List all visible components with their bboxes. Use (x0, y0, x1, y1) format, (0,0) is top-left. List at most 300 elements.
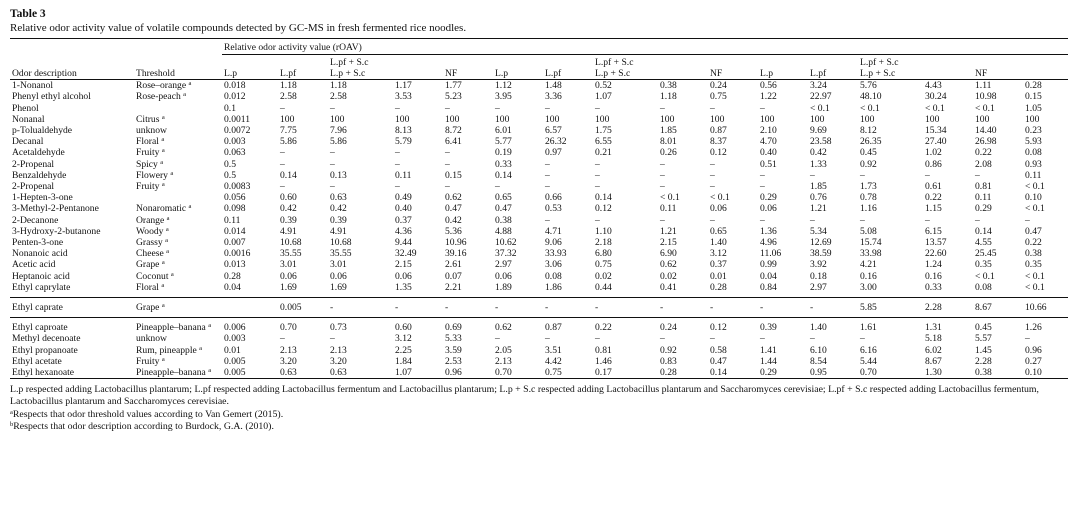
threshold-text: Rose-peach (136, 91, 181, 103)
value-cell: – (710, 214, 715, 226)
threshold-cell (134, 91, 222, 102)
value-cell: 2.05 (495, 344, 512, 356)
threshold-cell (134, 125, 222, 136)
value-cell: 0.24 (710, 80, 727, 92)
odor-name-cell: Acetaldehyde (12, 147, 65, 159)
value-cell: 3.06 (545, 259, 562, 271)
value-cell: 5.18 (925, 333, 942, 345)
value-cell: 0.08 (975, 281, 992, 293)
value-cell: 4.91 (280, 225, 297, 237)
col-lpf-sc-lp-sc (328, 55, 393, 80)
col-lpf-sc-label: L.pf + S.c (595, 57, 634, 69)
value-cell: 1.61 (860, 322, 877, 334)
value-cell: 5.34 (810, 225, 827, 237)
value-cell: < 0.1 (710, 192, 730, 204)
value-cell: 1.12 (495, 80, 512, 92)
value-cell: 0.013 (224, 259, 246, 271)
value-cell: 0.27 (1025, 355, 1042, 367)
value-cell: 39.16 (445, 248, 467, 260)
value-cell: 5.79 (395, 136, 412, 148)
value-cell: – (545, 214, 550, 226)
footnote-marker: a (170, 270, 174, 278)
value-cell: 35.55 (280, 248, 302, 260)
value-cell: 0.96 (1025, 344, 1042, 356)
value-cell: 1.84 (395, 355, 412, 367)
col-lpf-sc-label: L.pf + S.c (860, 57, 899, 69)
value-cell: 0.84 (760, 281, 777, 293)
threshold-cell (134, 318, 222, 334)
value-cell: 0.66 (545, 192, 562, 204)
value-cell: – (545, 169, 550, 181)
value-cell: 0.10 (1025, 192, 1042, 204)
value-cell: 0.06 (760, 203, 777, 215)
table-row (10, 80, 1068, 92)
value-cell: 0.42 (810, 147, 827, 159)
value-cell: 0.014 (224, 225, 246, 237)
threshold-text: Citrus (136, 113, 160, 125)
value-cell: 0.75 (710, 91, 727, 103)
value-cell: 26.35 (860, 136, 882, 148)
value-cell: 100 (760, 113, 775, 125)
value-cell: 100 (660, 113, 675, 125)
threshold-text: Nonaromatic (136, 203, 187, 215)
value-cell: 0.24 (660, 322, 677, 334)
column-header-row (10, 55, 1068, 80)
value-cell: 3.36 (545, 91, 562, 103)
value-cell: – (660, 214, 665, 226)
value-cell: < 0.1 (810, 102, 830, 114)
value-cell: – (660, 158, 665, 170)
value-cell: < 0.1 (1025, 270, 1045, 282)
value-cell: 2.28 (925, 302, 942, 314)
value-cell: 0.22 (1025, 237, 1042, 249)
odor-name-cell: Nonanoic acid (12, 248, 68, 260)
value-cell: - (545, 302, 549, 314)
footnote-b-mark: b (10, 420, 14, 428)
value-cell: 0.75 (595, 259, 612, 271)
threshold-cell (134, 248, 222, 259)
table-row (10, 159, 1068, 170)
value-cell: 10.96 (445, 237, 467, 249)
value-cell: – (330, 102, 335, 114)
value-cell: 1.22 (760, 91, 777, 103)
value-cell: 0.39 (280, 214, 297, 226)
value-cell: 0.44 (595, 281, 612, 293)
rel-odor-table (10, 38, 1068, 379)
value-cell: 0.42 (330, 203, 347, 215)
value-cell: 0.62 (660, 259, 677, 271)
value-cell: – (280, 333, 285, 345)
threshold-text: Coconut (136, 270, 169, 282)
value-cell: 0.5 (224, 158, 236, 170)
value-cell: 26.32 (545, 136, 567, 148)
value-cell: 3.12 (395, 333, 412, 345)
value-cell: 12.69 (810, 237, 832, 249)
value-cell: 0.28 (1025, 80, 1042, 92)
value-cell: – (710, 169, 715, 181)
value-cell: 0.16 (925, 270, 942, 282)
value-cell: 0.12 (710, 322, 727, 334)
threshold-cell (134, 114, 222, 125)
threshold-cell (134, 181, 222, 192)
value-cell: – (395, 158, 400, 170)
table-row (10, 192, 1068, 203)
value-cell: 38.59 (810, 248, 832, 260)
threshold-cell (134, 215, 222, 226)
value-cell: 6.16 (860, 344, 877, 356)
value-cell: 0.87 (710, 125, 727, 137)
value-cell: 0.21 (595, 147, 612, 159)
value-cell: 0.47 (445, 203, 462, 215)
value-cell: 0.39 (330, 214, 347, 226)
value-cell: 8.67 (925, 355, 942, 367)
value-cell: – (445, 158, 450, 170)
threshold-text: Pineapple–banana (136, 322, 206, 334)
col-lpf: L.pf (280, 68, 297, 79)
value-cell: 1.41 (760, 344, 777, 356)
value-cell: – (925, 169, 930, 181)
value-cell: 2.58 (280, 91, 297, 103)
value-cell: 8.13 (395, 125, 412, 137)
threshold-text: Pineapple–banana (136, 367, 206, 379)
value-cell: 0.70 (280, 322, 297, 334)
value-cell: 2.28 (975, 355, 992, 367)
table-row (10, 248, 1068, 259)
value-cell: 8.37 (710, 136, 727, 148)
value-cell: 0.35 (975, 259, 992, 271)
value-cell: 0.005 (280, 302, 302, 314)
odor-name-cell: Benzaldehyde (12, 169, 67, 181)
value-cell: 100 (595, 113, 610, 125)
odor-name-cell: Penten-3-one (12, 237, 64, 249)
value-cell: 1.85 (660, 125, 677, 137)
col-lp-sc-label: L.p + S.c (330, 68, 366, 80)
threshold-cell (134, 298, 222, 318)
value-cell: 3.01 (280, 259, 297, 271)
threshold-cell (134, 192, 222, 203)
value-cell: 30.24 (925, 91, 947, 103)
value-cell: 0.28 (660, 367, 677, 379)
threshold-text: Woody (136, 225, 164, 237)
value-cell: – (445, 181, 450, 193)
value-cell: 0.63 (330, 192, 347, 204)
value-cell: 100 (545, 113, 560, 125)
value-cell: 5.85 (860, 302, 877, 314)
value-cell: 33.93 (545, 248, 567, 260)
value-cell: - (330, 302, 334, 314)
value-cell (222, 298, 278, 318)
value-cell: 2.08 (975, 158, 992, 170)
value-cell: 0.73 (330, 322, 347, 334)
value-cell: 2.15 (395, 259, 412, 271)
value-cell: 0.01 (224, 344, 241, 356)
threshold-cell (134, 237, 222, 248)
odor-name-cell: Nonanal (12, 113, 45, 125)
value-cell: 0.40 (395, 203, 412, 215)
threshold-text: Orange (136, 214, 165, 226)
table-row (10, 298, 1068, 318)
footnote-marker: a (161, 147, 165, 155)
threshold-cell (134, 226, 222, 237)
value-cell: 2.13 (280, 344, 297, 356)
value-cell: 4.88 (495, 225, 512, 237)
value-cell: – (760, 181, 765, 193)
threshold-text: Rum, pineapple (136, 344, 197, 356)
value-cell: 0.22 (595, 322, 612, 334)
value-cell: 0.37 (710, 259, 727, 271)
value-cell: 0.0011 (224, 113, 251, 125)
value-cell: 0.58 (710, 344, 727, 356)
value-cell: 100 (330, 113, 345, 125)
footnote-marker: a (166, 248, 170, 256)
value-cell: 0.92 (860, 158, 877, 170)
value-cell: 0.47 (710, 355, 727, 367)
odor-name-cell: Ethyl hexanoate (12, 367, 75, 379)
value-cell: 0.08 (545, 270, 562, 282)
group-header: Relative odor activity value (rOAV) (222, 39, 1068, 55)
footnote-marker: a (161, 302, 165, 310)
odor-name-cell: Phenol (12, 102, 39, 114)
value-cell: 10.66 (1025, 302, 1047, 314)
value-cell: 0.41 (660, 281, 677, 293)
footnote-b (10, 421, 1068, 433)
value-cell: 27.40 (925, 136, 947, 148)
value-cell: 2.10 (760, 125, 777, 137)
value-cell: 0.96 (445, 367, 462, 379)
value-cell: 4.96 (760, 237, 777, 249)
value-cell: – (280, 158, 285, 170)
table-row (10, 91, 1068, 102)
value-cell: 3.24 (810, 80, 827, 92)
value-cell: – (280, 181, 285, 193)
value-cell: 6.02 (925, 344, 942, 356)
value-cell: 0.098 (224, 203, 246, 215)
value-cell: – (1025, 214, 1030, 226)
value-cell: – (660, 169, 665, 181)
value-cell: 0.012 (224, 91, 246, 103)
value-cell: 0.47 (495, 203, 512, 215)
odor-name-cell: Acetic acid (12, 259, 56, 271)
value-cell: 25.45 (975, 248, 997, 260)
value-cell: 0.97 (545, 147, 562, 159)
odor-name-cell: 1-Hepten-3-one (12, 192, 73, 204)
value-cell: 0.063 (224, 147, 246, 159)
value-cell: 0.14 (495, 169, 512, 181)
value-cell: 0.49 (395, 192, 412, 204)
value-cell: 15.74 (860, 237, 882, 249)
value-cell: 1.18 (660, 91, 677, 103)
value-cell: 0.33 (925, 281, 942, 293)
value-cell: 100 (975, 113, 990, 125)
col-lpf: L.pf (810, 68, 827, 79)
value-cell: 100 (1025, 113, 1040, 125)
value-cell: – (975, 169, 980, 181)
value-cell: 1.24 (925, 259, 942, 271)
threshold-text: Rose–orange (136, 80, 187, 92)
col-lpf-sc-label: L.pf + S.c (330, 57, 369, 69)
value-cell: – (595, 158, 600, 170)
value-cell: < 0.1 (1025, 203, 1045, 215)
footnote-a (10, 409, 1068, 421)
col-blank (923, 55, 973, 80)
value-cell: – (710, 181, 715, 193)
value-cell: 0.51 (760, 158, 777, 170)
value-cell: 0.45 (975, 322, 992, 334)
value-cell: 0.003 (224, 136, 246, 148)
value-cell: < 0.1 (860, 102, 880, 114)
value-cell: 2.13 (330, 344, 347, 356)
value-cell: 5.76 (860, 80, 877, 92)
value-cell: 8.67 (975, 302, 992, 314)
value-cell: - (595, 302, 599, 314)
table-row (10, 271, 1068, 282)
value-cell: – (760, 333, 765, 345)
value-cell: 0.18 (810, 270, 827, 282)
footnote-b-text: Respects that odor description according to Burdock, G.A. (2010). (13, 420, 274, 432)
value-cell: – (760, 102, 765, 114)
threshold-cell (134, 136, 222, 147)
value-cell: 0.06 (330, 270, 347, 282)
value-cell: 100 (495, 113, 510, 125)
value-cell: - (810, 302, 814, 314)
value-cell: 0.38 (660, 80, 677, 92)
value-cell: 0.61 (925, 181, 942, 193)
value-cell: 1.05 (1025, 102, 1042, 114)
table-row (10, 147, 1068, 158)
value-cell: 6.15 (925, 225, 942, 237)
footnote-marker: a (161, 113, 165, 121)
footnote-marker: a (161, 136, 165, 144)
value-cell: 1.48 (545, 80, 562, 92)
value-cell: 3.20 (280, 355, 297, 367)
value-cell: 2.58 (330, 91, 347, 103)
value-cell: 0.14 (280, 169, 297, 181)
value-cell: 0.018 (224, 80, 246, 92)
value-cell: 3.01 (330, 259, 347, 271)
value-cell: < 0.1 (660, 192, 680, 204)
col-odor-description: Odor description (12, 68, 77, 79)
table-row (10, 333, 1068, 344)
value-cell: 32.49 (395, 248, 417, 260)
value-cell: – (710, 333, 715, 345)
value-cell: 2.61 (445, 259, 462, 271)
value-cell: – (545, 333, 550, 345)
value-cell: 1.46 (595, 355, 612, 367)
value-cell: 4.43 (925, 80, 942, 92)
value-cell: – (710, 102, 715, 114)
value-cell: 0.11 (224, 214, 241, 226)
value-cell: < 0.1 (925, 102, 945, 114)
footnote-marker: a (199, 344, 203, 352)
value-cell: 1.21 (660, 225, 677, 237)
value-cell: 0.11 (395, 169, 412, 181)
table-row (10, 103, 1068, 114)
value-cell: – (660, 102, 665, 114)
value-cell: 6.55 (595, 136, 612, 148)
value-cell: 4.42 (545, 355, 562, 367)
value-cell: 1.40 (710, 237, 727, 249)
value-cell: 1.89 (495, 281, 512, 293)
value-cell: 9.06 (545, 237, 562, 249)
value-cell: 0.0072 (224, 125, 251, 137)
value-cell: 2.13 (495, 355, 512, 367)
value-cell: 4.55 (975, 237, 992, 249)
value-cell: 10.68 (280, 237, 302, 249)
value-cell: 0.15 (1025, 91, 1042, 103)
value-cell: - (660, 302, 664, 314)
table-row (10, 237, 1068, 248)
value-cell: 0.75 (545, 367, 562, 379)
value-cell: 1.73 (860, 181, 877, 193)
odor-name-cell: 2-Decanone (12, 214, 59, 226)
value-cell: 0.69 (445, 322, 462, 334)
odor-name-cell: 2-Propenal (12, 158, 55, 170)
value-cell: – (925, 214, 930, 226)
value-cell: 1.17 (395, 80, 412, 92)
footnote-marker: a (161, 355, 165, 363)
value-cell: < 0.1 (975, 270, 995, 282)
value-cell: – (545, 181, 550, 193)
value-cell: 100 (810, 113, 825, 125)
col-lpf-sc-lp-sc (593, 55, 658, 80)
table-row (10, 136, 1068, 147)
value-cell: 0.62 (495, 322, 512, 334)
value-cell: – (810, 169, 815, 181)
value-cell: 100 (925, 113, 940, 125)
odor-name-cell: Ethyl caproate (12, 322, 68, 334)
value-cell: 6.01 (495, 125, 512, 137)
value-cell: – (495, 181, 500, 193)
threshold-cell (134, 103, 222, 114)
value-cell: 0.63 (280, 367, 297, 379)
footnote-marker: a (165, 225, 169, 233)
value-cell: – (860, 214, 865, 226)
value-cell: 6.10 (810, 344, 827, 356)
value-cell: 0.26 (660, 147, 677, 159)
value-cell: 4.70 (760, 136, 777, 148)
odor-name-cell: Heptanoic acid (12, 270, 70, 282)
value-cell: 0.11 (975, 192, 992, 204)
odor-name-cell: Ethyl caprate (12, 302, 63, 314)
threshold-text: Grape (136, 259, 160, 271)
value-cell: 1.11 (975, 80, 992, 92)
value-cell: 0.28 (224, 270, 241, 282)
footnote-marker: a (161, 281, 165, 289)
value-cell: 5.08 (860, 225, 877, 237)
footnote-marker: a (208, 367, 212, 375)
table-row (10, 345, 1068, 356)
footnote-marker: a (165, 237, 168, 245)
threshold-cell (134, 203, 222, 214)
value-cell: 0.14 (595, 192, 612, 204)
value-cell: 4.36 (395, 225, 412, 237)
value-cell: 1.21 (810, 203, 827, 215)
value-cell: 0.19 (495, 147, 512, 159)
value-cell: 4.91 (330, 225, 347, 237)
value-cell: 5.93 (1025, 136, 1042, 148)
value-cell: 0.87 (545, 322, 562, 334)
value-cell: – (330, 158, 335, 170)
col-lp: L.p (495, 68, 509, 79)
value-cell: 0.08 (1025, 147, 1042, 159)
value-cell: 0.40 (760, 147, 777, 159)
value-cell: 6.57 (545, 125, 562, 137)
value-cell: 0.86 (925, 158, 942, 170)
value-cell: 0.02 (595, 270, 612, 282)
col-threshold: Threshold (136, 68, 175, 79)
value-cell: – (330, 181, 335, 193)
value-cell: 3.92 (810, 259, 827, 271)
